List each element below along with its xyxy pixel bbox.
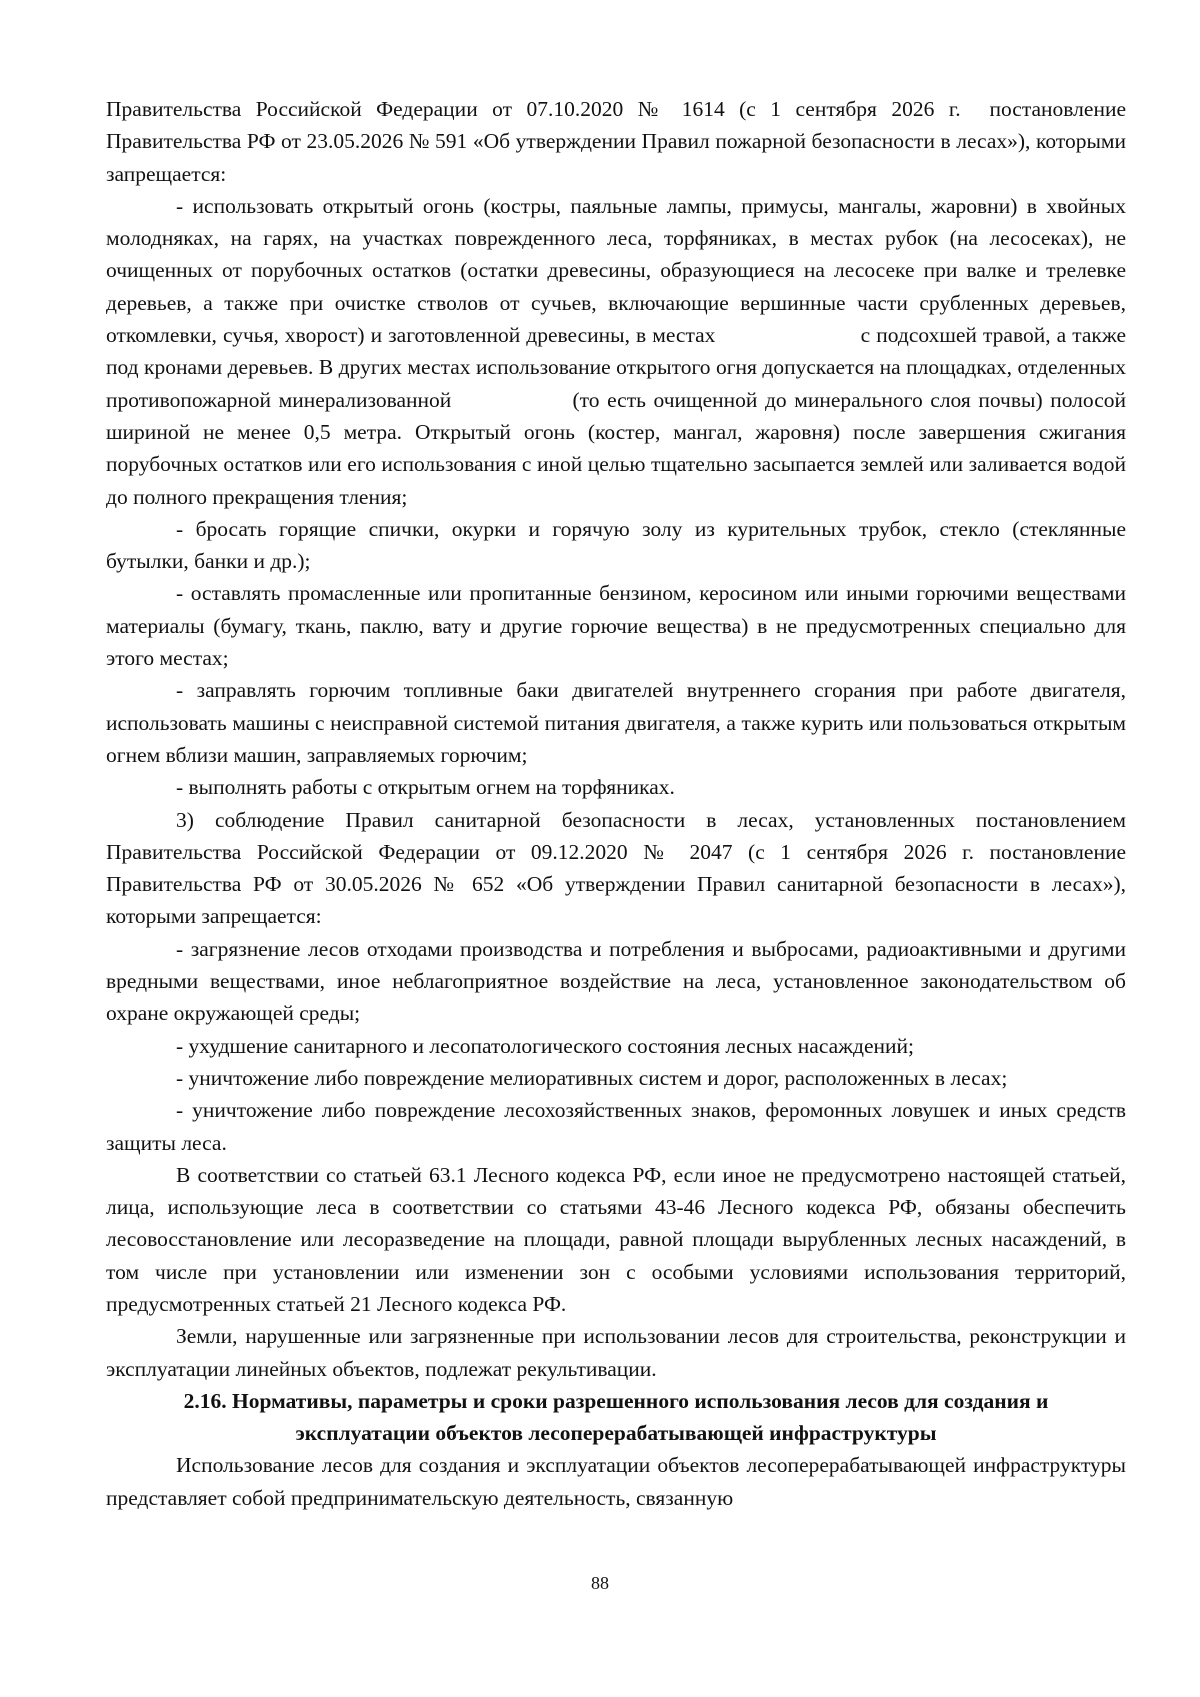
paragraph: - ухудшение санитарного и лесопатологического состояния лесных насаждений; [176, 1033, 914, 1058]
document-body [106, 93, 1132, 1385]
paragraph: - уничтожение либо повреждение лесохозяйственных знаков, феромонных ловушек и иных средств защиты леса. [106, 1098, 1132, 1155]
paragraph: - заправлять горючим топливные баки двигателей внутреннего сгорания при работе двигателя, использовать машины с неисправной системой питания двигателя, а также курить или пользоваться открытым огнем вблизи машин, заправляемых горючим; [106, 678, 1132, 767]
page-number: 88 [591, 1573, 609, 1593]
paragraph: Правительства Российской Федерации от 07.10.2020 № 1614 (с 1 сентября 2026 г. постановление Правительства РФ от 23.05.2026 № 591 «Об утверждении Правил пожарной безопасности в лесах»), которыми запрещается: [106, 97, 1132, 186]
paragraph: - выполнять работы с открытым огнем на торфяниках. [176, 775, 675, 800]
document-page [106, 93, 1132, 1514]
paragraph: В соответствии со статьей 63.1 Лесного кодекса РФ, если иное не предусмотрено настоящей статьей, лица, использующие леса в соответствии со статьями 43-46 Лесного кодекса РФ, обязаны обеспечить лесовосстановление или лесоразведение на площади, равной площади вырубленных лесных насаждений, в том числе при установлении или изменении зон с особыми условиями использования территорий, предусмотренных статьей 21 Лесного кодекса РФ. [106, 1162, 1132, 1316]
paragraph: - оставлять промасленные или пропитанные бензином, керосином или иными горючими веществами материалы (бумагу, ткань, паклю, вату и другие горючие вещества) в не предусмотренных специально для этого местах; [106, 581, 1132, 671]
paragraph: - загрязнение лесов отходами производства и потребления и выбросами, радиоактивными и другими вредными веществами, иное неблагоприятное воздействие на леса, установленное законодательством об охране окружающей среды; [106, 936, 1132, 1026]
paragraph: 3) соблюдение Правил санитарной безопасности в лесах, установленных постановлением Правительства Российской Федерации от 09.12.2020 № 2047 (с 1 сентября 2026 г. постановление Правительства РФ от 30.05.2026 № 652 «Об утверждении Правил санитарной безопасности в лесах»), которыми запрещается: [106, 807, 1132, 929]
paragraph: Земли, нарушенные или загрязненные при использовании лесов для строительства, реконструкции и эксплуатации линейных объектов, подлежат рекультивации. [106, 1324, 1132, 1381]
paragraph: - уничтожение либо повреждение мелиоративных систем и дорог, расположенных в лесах; [176, 1065, 1008, 1090]
section-heading: 2.16. Нормативы, параметры и сроки разрешенного использования лесов для создания и эксплуатации объектов лесоперерабатывающей инфраструктуры [183, 1388, 1049, 1446]
final-paragraph: Использование лесов для создания и эксплуатации объектов лесоперерабатывающей инфраструктуры представляет собой предпринимательскую деятельность, связанную [106, 1453, 1126, 1510]
paragraph: - использовать открытый огонь (костры, паяльные лампы, примусы, мангалы, жаровни) в хвойных молодняках, на гарях, на участках поврежденного леса, торфяниках, в местах рубок (на лесосеках), не очищенных от порубочных остатков (остатки древесины, образующиеся на лесосеке при валке и трелевке деревьев, а также при очистке стволов от сучьев, включающие вершинные части срубленных деревьев, откомлевки, сучья, хворост) и заготовленной древесины, в местах с подсохшей травой, а также под кронами деревьев. В других местах использование открытого огня допускается на площадках, отделенных противопожарной минерализованной (то есть очищенной до минерального слоя почвы) полосой шириной не менее 0,5 метра. Открытый огонь (костер, мангал, жаровня) после завершения сжигания порубочных остатков или его использования с иной целью тщательно засыпается землей или заливается водой до полного прекращения тления; [106, 193, 1132, 509]
paragraph: - бросать горящие спички, окурки и горячую золу из курительных трубок, стекло (стеклянные бутылки, банки и др.); [106, 516, 1132, 574]
